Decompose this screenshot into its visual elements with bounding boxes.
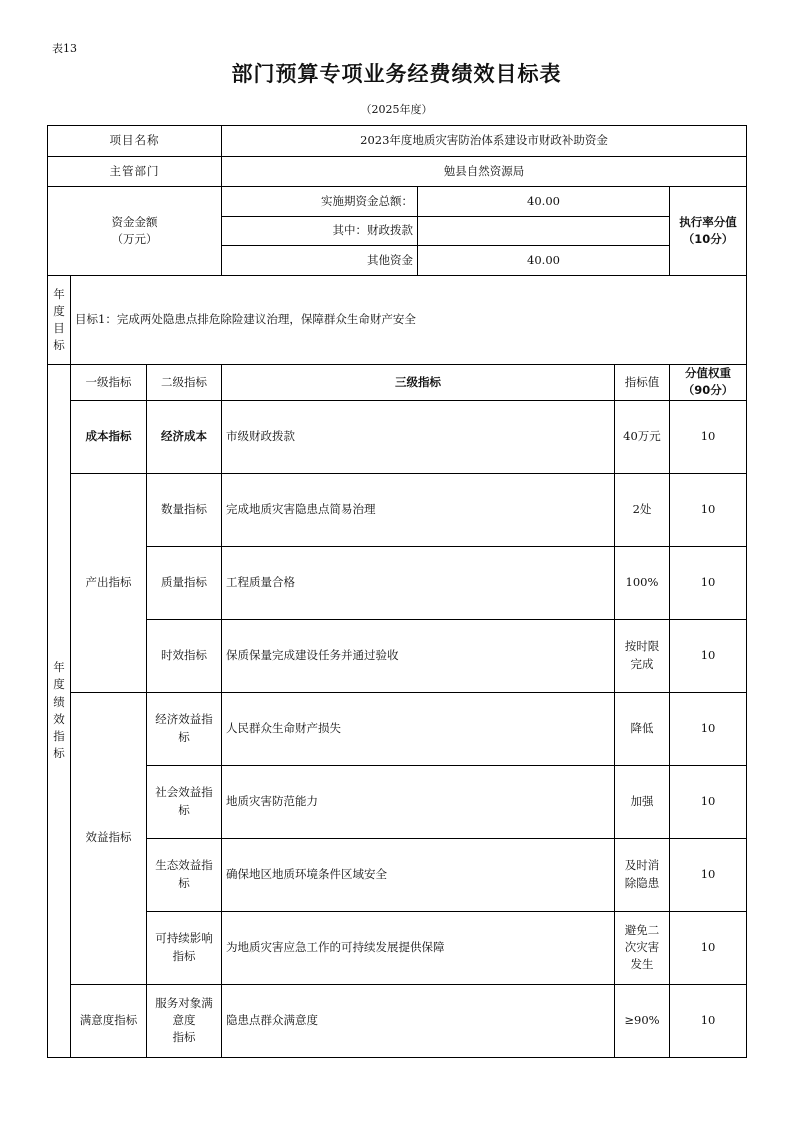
funds-label-line2: （万元） [111, 232, 158, 246]
department-row [48, 157, 747, 187]
output-weight: 10 [670, 546, 747, 619]
benefit-level2-line: 标 [178, 729, 190, 744]
output-value [615, 546, 670, 619]
funds-total-value: 40.00 [418, 187, 670, 217]
level3-header: 三级指标 [222, 365, 615, 401]
benefit-value-line: 避免二 [624, 922, 660, 937]
performance-indicator-side-label [48, 365, 71, 1058]
benefit-level1: 效益指标 [71, 692, 147, 984]
benefit-level2-line: 社会效益指 [155, 785, 213, 800]
benefit-value-line: 加强 [630, 793, 654, 808]
funds-label [48, 187, 222, 276]
benefit-level2-line: 标 [178, 875, 190, 890]
output-indicator-row [48, 473, 747, 546]
level2-header: 二级指标 [147, 365, 222, 401]
benefit-value-line: 次灾害 [624, 939, 660, 954]
table-number: 表13 [52, 42, 77, 55]
benefit-indicator-row [48, 911, 747, 984]
project-name-row [48, 126, 747, 157]
cost-indicator-row [48, 400, 747, 473]
cost-value: 40万元 [615, 400, 670, 473]
satisfaction-value: ≥90% [615, 984, 670, 1057]
output-level2-line: 质量指标 [161, 574, 207, 589]
funds-fiscal-value [418, 217, 670, 246]
output-level3: 完成地质灾害隐患点简易治理 [222, 473, 615, 546]
satisfaction-indicator-row [48, 984, 747, 1057]
value-header: 指标值 [615, 365, 670, 401]
funds-other-label: 其他资金 [222, 246, 418, 276]
output-weight: 10 [670, 619, 747, 692]
benefit-weight: 10 [670, 911, 747, 984]
cost-level3: 市级财政拨款 [222, 400, 615, 473]
benefit-value [615, 692, 670, 765]
side-label-char: 绩 [53, 694, 65, 709]
satisfaction-level1: 满意度指标 [71, 984, 147, 1057]
benefit-value-line: 及时消 [624, 858, 660, 873]
cost-weight: 10 [670, 400, 747, 473]
annual-goal-label-char: 目 [53, 321, 65, 335]
side-label-char: 度 [53, 677, 65, 692]
department-label: 主管部门 [48, 157, 222, 187]
benefit-level2-line: 标 [178, 802, 190, 817]
side-label-char: 标 [53, 746, 65, 761]
output-level3: 工程质量合格 [222, 546, 615, 619]
benefit-value [615, 911, 670, 984]
annual-goal-label [48, 276, 71, 365]
benefit-level3: 人民群众生命财产损失 [222, 692, 615, 765]
output-value [615, 619, 670, 692]
output-indicator-row [48, 619, 747, 692]
side-label-char: 指 [53, 729, 65, 743]
satisfaction-level2-line: 意度 [172, 1012, 196, 1027]
satisfaction-level3: 隐患点群众满意度 [222, 984, 615, 1057]
indicator-header-row [48, 365, 747, 401]
funds-total-row [48, 187, 747, 217]
page-title: 部门预算专项业务经费绩效目标表 [231, 62, 562, 86]
satisfaction-level2-line: 指标 [172, 1030, 196, 1045]
benefit-level2 [147, 692, 222, 765]
execution-rate-score-line2: （10分） [682, 232, 734, 246]
weight-header-line2: （90分） [682, 383, 734, 398]
benefit-level3: 地质灾害防范能力 [222, 765, 615, 838]
level1-header: 一级指标 [71, 365, 147, 401]
annual-goal-text: 目标1：完成两处隐患点排危除险建议治理，保障群众生命财产安全 [71, 276, 747, 365]
benefit-value-line: 除隐患 [624, 875, 660, 890]
output-level3: 保质保量完成建设任务并通过验收 [222, 619, 615, 692]
output-level2 [147, 473, 222, 546]
benefit-level2-line: 生态效益指 [155, 858, 213, 873]
weight-header-line1: 分值权重 [685, 366, 731, 380]
satisfaction-weight: 10 [670, 984, 747, 1057]
satisfaction-level2 [147, 984, 222, 1057]
benefit-weight: 10 [670, 692, 747, 765]
benefit-level2-line: 可持续影响 [155, 931, 213, 946]
output-level2 [147, 619, 222, 692]
output-level2-line: 数量指标 [161, 501, 207, 516]
output-level2 [147, 546, 222, 619]
benefit-value [615, 765, 670, 838]
annual-goal-label-char: 度 [53, 303, 65, 318]
output-level2-line: 时效指标 [161, 647, 207, 662]
side-label-char: 效 [53, 711, 65, 726]
benefit-level2-line: 指标 [172, 948, 196, 963]
output-value-line: 按时限 [624, 639, 660, 654]
output-weight: 10 [670, 473, 747, 546]
performance-target-table [47, 125, 747, 1058]
annual-goal-label-char: 标 [53, 338, 65, 353]
benefit-indicator-row [48, 692, 747, 765]
funds-other-value: 40.00 [418, 246, 670, 276]
output-value-line: 2处 [632, 501, 652, 516]
execution-rate-score-label [670, 187, 747, 276]
annual-goal-label-char: 年 [53, 286, 65, 301]
benefit-level2 [147, 765, 222, 838]
satisfaction-level2-line: 服务对象满 [155, 995, 213, 1010]
output-level1: 产出指标 [71, 473, 147, 692]
cost-level2: 经济成本 [147, 400, 222, 473]
benefit-level2 [147, 838, 222, 911]
benefit-value-line: 发生 [630, 957, 654, 972]
benefit-weight: 10 [670, 838, 747, 911]
output-value-line: 100% [625, 574, 659, 589]
weight-header [670, 365, 747, 401]
execution-rate-score-line1: 执行率分值 [679, 214, 737, 229]
benefit-weight: 10 [670, 765, 747, 838]
annual-goal-row [48, 276, 747, 365]
project-name-label: 项目名称 [48, 126, 222, 157]
benefit-indicator-row [48, 838, 747, 911]
output-value [615, 473, 670, 546]
department-value: 勉县自然资源局 [222, 157, 747, 187]
funds-total-label: 实施期资金总额： [222, 187, 418, 217]
funds-label-line1: 资金金额 [111, 214, 158, 229]
benefit-level3: 为地质灾害应急工作的可持续发展提供保障 [222, 911, 615, 984]
budget-year: （2025年度） [360, 103, 433, 116]
output-value-line: 完成 [630, 656, 654, 671]
cost-level1: 成本指标 [71, 400, 147, 473]
benefit-level2 [147, 911, 222, 984]
benefit-indicator-row [48, 765, 747, 838]
benefit-value [615, 838, 670, 911]
funds-fiscal-label: 其中：财政拨款 [222, 217, 418, 246]
benefit-level2-line: 经济效益指 [155, 712, 213, 727]
project-name-value: 2023年度地质灾害防治体系建设市财政补助资金 [222, 126, 747, 157]
benefit-level3: 确保地区地质环境条件区域安全 [222, 838, 615, 911]
side-label-char: 年 [53, 660, 65, 674]
output-indicator-row [48, 546, 747, 619]
benefit-value-line: 降低 [630, 720, 654, 735]
